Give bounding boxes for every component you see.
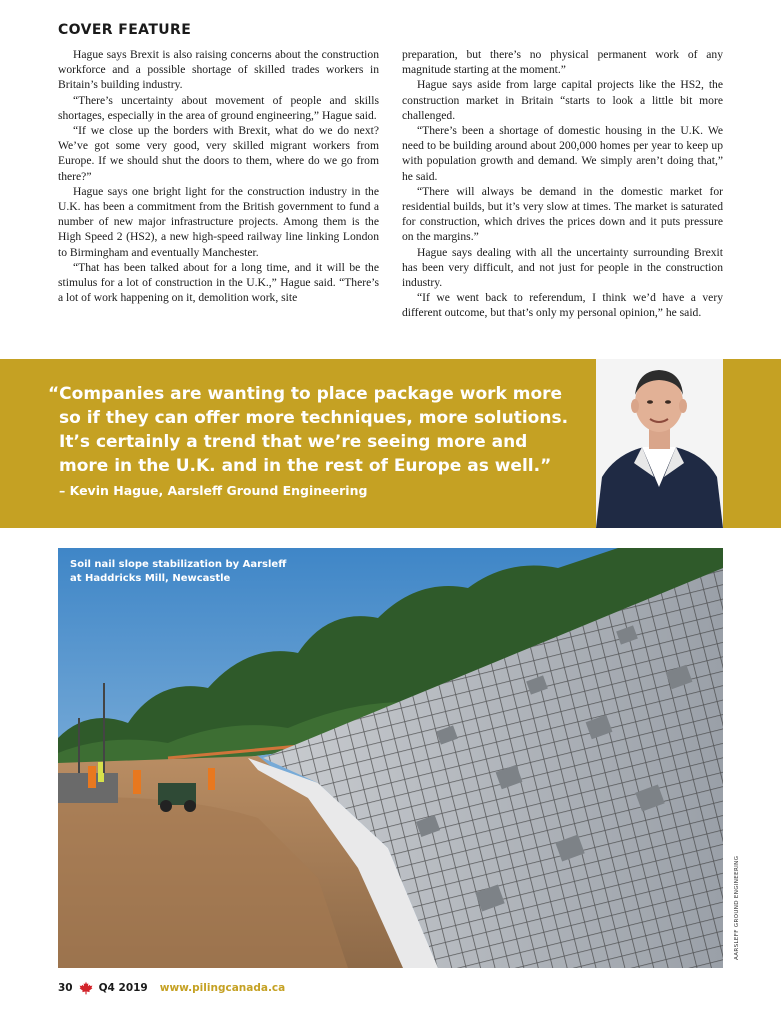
section-label: COVER FEATURE <box>58 22 192 38</box>
article-paragraph: “If we close up the borders with Brexit, what do we do next? We’ve got some very good, very skilled migrant workers from Europe. If we should shut the doors to them, where do we go from there?” <box>58 124 379 183</box>
issue-label: Q4 2019 <box>98 982 148 994</box>
article-paragraph: “There’s uncertainty about movement of people and skills shortages, especially in the area of ground engineering,” Hague said. <box>58 93 379 122</box>
page-number: 30 <box>58 982 73 994</box>
portrait-illustration <box>596 359 723 528</box>
website-link[interactable]: www.pilingcanada.ca <box>159 982 286 994</box>
article-left-column <box>58 47 379 305</box>
portrait-photo <box>596 359 723 528</box>
page-footer <box>58 980 285 996</box>
pull-quote-attribution: – Kevin Hague, Aarsleff Ground Engineering <box>59 483 368 498</box>
photo-caption-line: Soil nail slope stabilization by Aarsleff <box>70 559 287 570</box>
article-right-column <box>402 47 723 321</box>
photo-credit: AARSLEFF GROUND ENGINEERING <box>734 855 740 960</box>
article-paragraph: “That has been talked about for a long time, and it will be the stimulus for a lot of construction in the U.K.,” Hague said. “There’s a lot of work happening on it, demolition work, site <box>58 260 379 305</box>
soil-nail-slope-illustration <box>58 548 723 968</box>
article-paragraph: “There will always be demand in the domestic market for residential builds, but it’s very slow at times. The market is saturated for construction, which drives the prices down and it puts pressure on the margins.” <box>402 184 723 244</box>
article-paragraph: “There’s been a shortage of domestic housing in the U.K. We need to be building around about 200,000 homes per year to keep up with population growth and demand. We simply aren’t doing that,” he said. <box>402 124 723 183</box>
article-paragraph: Hague says aside from large capital projects like the HS2, the construction market in Britain “starts to look a little bit more challenged. <box>402 78 723 122</box>
article-paragraph: Hague says one bright light for the construction industry in the U.K. has been a commitment from the British government to fund a number of new major infrastructure projects. Among them is the High Speed 2 (HS2), a new high-speed railway line linking London to Birmingham and eventually Manchester. <box>58 184 379 259</box>
maple-leaf-icon <box>79 981 93 995</box>
article-paragraph: “If we went back to referendum, I think we’d have a very different outcome, but that’s only my personal opinion,” he said. <box>402 291 723 320</box>
photo-caption-line: at Haddricks Mill, Newcastle <box>70 573 231 584</box>
construction-photo <box>58 548 723 968</box>
pull-quote-text: “Companies are wanting to place package work more so if they can offer more techniques, more solutions. It’s certainly a trend that we’re seeing more and more in the U.K. and in the rest of Europe as well.” <box>48 384 569 476</box>
article-paragraph: Hague says Brexit is also raising concerns about the construction workforce and a possible shortage of skilled trades workers in Britain’s building industry. <box>58 48 379 92</box>
article-paragraph-continued: preparation, but there’s no physical permanent work of any magnitude starting at the moment.” <box>402 48 723 77</box>
photo-caption <box>70 558 286 586</box>
article-paragraph: Hague says dealing with all the uncertainty surrounding Brexit has been very difficult, and not just for people in the construction industry. <box>402 245 723 290</box>
